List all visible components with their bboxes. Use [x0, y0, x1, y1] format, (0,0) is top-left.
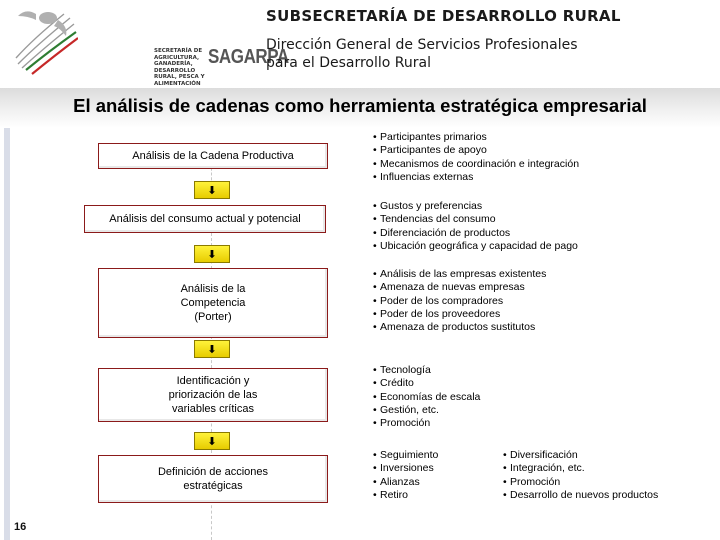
list-item: • Retiro — [373, 489, 438, 502]
connector-line — [211, 500, 212, 540]
list-item: • Promoción — [503, 476, 658, 489]
header-subtitle-line: para el Desarrollo Rural — [266, 55, 431, 71]
page-number: 16 — [14, 521, 27, 533]
bullet-list-acciones-extra — [503, 449, 658, 502]
down-arrow-icon: ⬇ — [194, 340, 230, 358]
side-bar — [4, 128, 10, 540]
sagarpa-wordmark: SAGARPA — [208, 46, 289, 68]
logo-line: AGRICULTURA, GANADERÍA, — [154, 54, 200, 67]
bullet-list-acciones — [373, 449, 438, 502]
header-subtitle — [266, 36, 706, 72]
step-box-competencia — [98, 268, 328, 338]
step-label: priorización de las — [168, 389, 258, 401]
step-label: Análisis de la Cadena Productiva — [132, 150, 294, 162]
list-item: • Gestión, etc. — [373, 404, 480, 417]
step-label: estratégicas — [183, 480, 243, 492]
step-box-variables-criticas — [98, 368, 328, 422]
list-item: • Ubicación geográfica y capacidad de pago — [373, 240, 578, 253]
list-item: • Diversificación — [503, 449, 658, 462]
list-item: • Crédito — [373, 377, 480, 390]
list-item: • Mecanismos de coordinación e integración — [373, 158, 579, 171]
logo-line: SECRETARÍA DE — [154, 48, 203, 54]
eagle-emblem-icon — [8, 4, 78, 76]
list-item: • Desarrollo de nuevos productos — [503, 489, 658, 502]
sagarpa-logo — [8, 4, 289, 87]
step-label: variables críticas — [172, 403, 254, 415]
bullet-list-variables — [373, 364, 480, 430]
step-label: Competencia — [180, 297, 246, 309]
bullet-list-cadena — [373, 131, 579, 184]
logo-text — [154, 48, 214, 87]
list-item: • Participantes primarios — [373, 131, 579, 144]
step-label: Análisis de la — [180, 283, 246, 295]
list-item: • Amenaza de productos sustitutos — [373, 321, 546, 334]
list-item: • Economías de escala — [373, 391, 480, 404]
down-arrow-icon: ⬇ — [194, 181, 230, 199]
list-item: • Tecnología — [373, 364, 480, 377]
list-item: • Diferenciación de productos — [373, 227, 578, 240]
list-item: • Análisis de las empresas existentes — [373, 268, 546, 281]
list-item: • Promoción — [373, 417, 480, 430]
list-item: • Seguimiento — [373, 449, 438, 462]
list-item: • Participantes de apoyo — [373, 144, 579, 157]
down-arrow-icon: ⬇ — [194, 432, 230, 450]
list-item: • Tendencias del consumo — [373, 213, 578, 226]
main-title: El análisis de cadenas como herramienta estratégica empresarial — [73, 95, 647, 116]
bullet-list-competencia — [373, 268, 546, 334]
step-label: Definición de acciones — [157, 466, 269, 478]
step-label: Análisis del consumo actual y potencial — [109, 213, 301, 225]
header-title: SUBSECRETARÍA DE DESARROLLO RURAL — [266, 7, 621, 25]
step-box-cadena-productiva — [98, 143, 328, 169]
step-label: (Porter) — [194, 311, 232, 323]
down-arrow-icon: ⬇ — [194, 245, 230, 263]
list-item: • Gustos y preferencias — [373, 200, 578, 213]
list-item: • Influencias externas — [373, 171, 579, 184]
step-label: Identificación y — [176, 375, 250, 387]
step-box-consumo — [84, 205, 326, 233]
step-box-acciones — [98, 455, 328, 503]
list-item: • Integración, etc. — [503, 462, 658, 475]
bullet-list-consumo — [373, 200, 578, 253]
list-item: • Alianzas — [373, 476, 438, 489]
list-item: • Poder de los compradores — [373, 295, 546, 308]
list-item: • Poder de los proveedores — [373, 308, 546, 321]
list-item: • Inversiones — [373, 462, 438, 475]
logo-line: DESARROLLO RURAL, PESCA Y ALIMENTACIÓN — [154, 67, 205, 87]
list-item: • Amenaza de nuevas empresas — [373, 281, 546, 294]
header-subtitle-line: Dirección General de Servicios Profesionales — [266, 37, 578, 53]
